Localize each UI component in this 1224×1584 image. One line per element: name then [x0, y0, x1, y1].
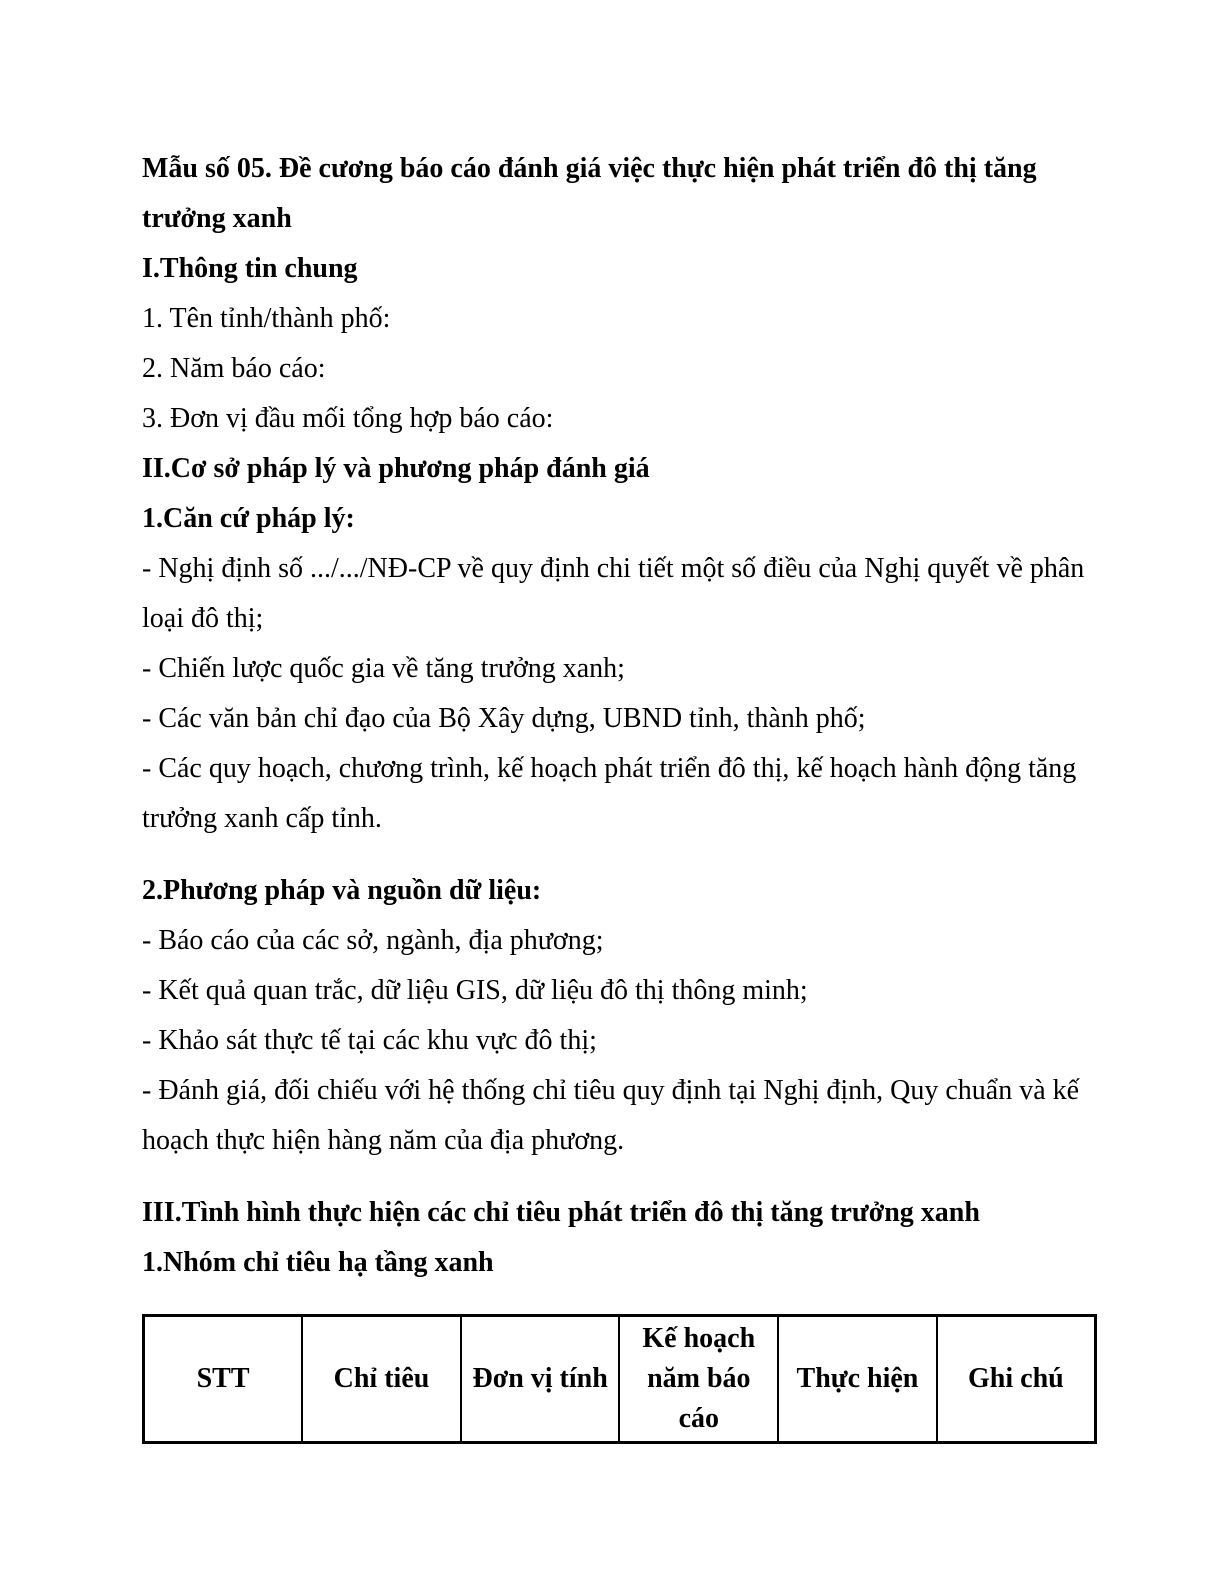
section-heading-implementation: III.Tình hình thực hiện các chỉ tiêu phát triển đô thị tăng trưởng xanh	[142, 1197, 980, 1228]
legal-grounds-item: - Các quy hoạch, chương trình, kế hoạch phát triển đô thị, kế hoạch hành động tăng trưởng xanh cấp tỉnh.	[142, 753, 1077, 834]
field-report-year: 2. Năm báo cáo:	[142, 353, 326, 384]
subsection-heading-legal-grounds: 1.Căn cứ pháp lý:	[142, 503, 355, 534]
field-province-name: 1. Tên tỉnh/thành phố:	[142, 303, 391, 334]
legal-grounds-item: - Chiến lược quốc gia về tăng trưởng xanh;	[142, 653, 625, 684]
doc-title: Mẫu số 05. Đề cương báo cáo đánh giá việc thực hiện phát triển đô thị tăng trưởng xanh	[142, 153, 1037, 234]
legal-grounds-item: - Nghị định số .../.../NĐ-CP về quy định chi tiết một số điều của Nghị quyết về phân loại đô thị;	[142, 553, 1085, 634]
subsection-heading-green-infrastructure: 1.Nhóm chỉ tiêu hạ tầng xanh	[142, 1247, 494, 1278]
methods-item: - Đánh giá, đối chiếu với hệ thống chỉ tiêu quy định tại Nghị định, Quy chuẩn và kế hoạch thực hiện hàng năm của địa phương.	[142, 1075, 1080, 1156]
section-heading-general-info: I.Thông tin chung	[142, 253, 358, 284]
methods-item: - Báo cáo của các sở, ngành, địa phương;	[142, 925, 604, 956]
table-header-don-vi-tinh: Đơn vị tính	[461, 1316, 620, 1443]
legal-grounds-item: - Các văn bản chỉ đạo của Bộ Xây dựng, UBND tỉnh, thành phố;	[142, 703, 866, 734]
methods-item: - Kết quả quan trắc, dữ liệu GIS, dữ liệu đô thị thông minh;	[142, 975, 808, 1006]
methods-item: - Khảo sát thực tế tại các khu vực đô thị;	[142, 1025, 597, 1056]
indicator-table-header-row	[144, 1316, 1096, 1443]
table-header-ghi-chu: Ghi chú	[937, 1316, 1096, 1443]
table-header-chi-tieu: Chỉ tiêu	[302, 1316, 461, 1443]
table-header-stt: STT	[144, 1316, 303, 1443]
subsection-heading-methods: 2.Phương pháp và nguồn dữ liệu:	[142, 875, 542, 906]
section-heading-legal-basis: II.Cơ sở pháp lý và phương pháp đánh giá	[142, 453, 650, 484]
table-header-thuc-hien: Thực hiện	[778, 1316, 937, 1443]
indicator-table	[142, 1314, 1097, 1444]
table-header-ke-hoach-nam-bao-cao: Kế hoạch năm báo cáo	[619, 1316, 778, 1443]
field-reporting-unit: 3. Đơn vị đầu mối tổng hợp báo cáo:	[142, 403, 554, 434]
